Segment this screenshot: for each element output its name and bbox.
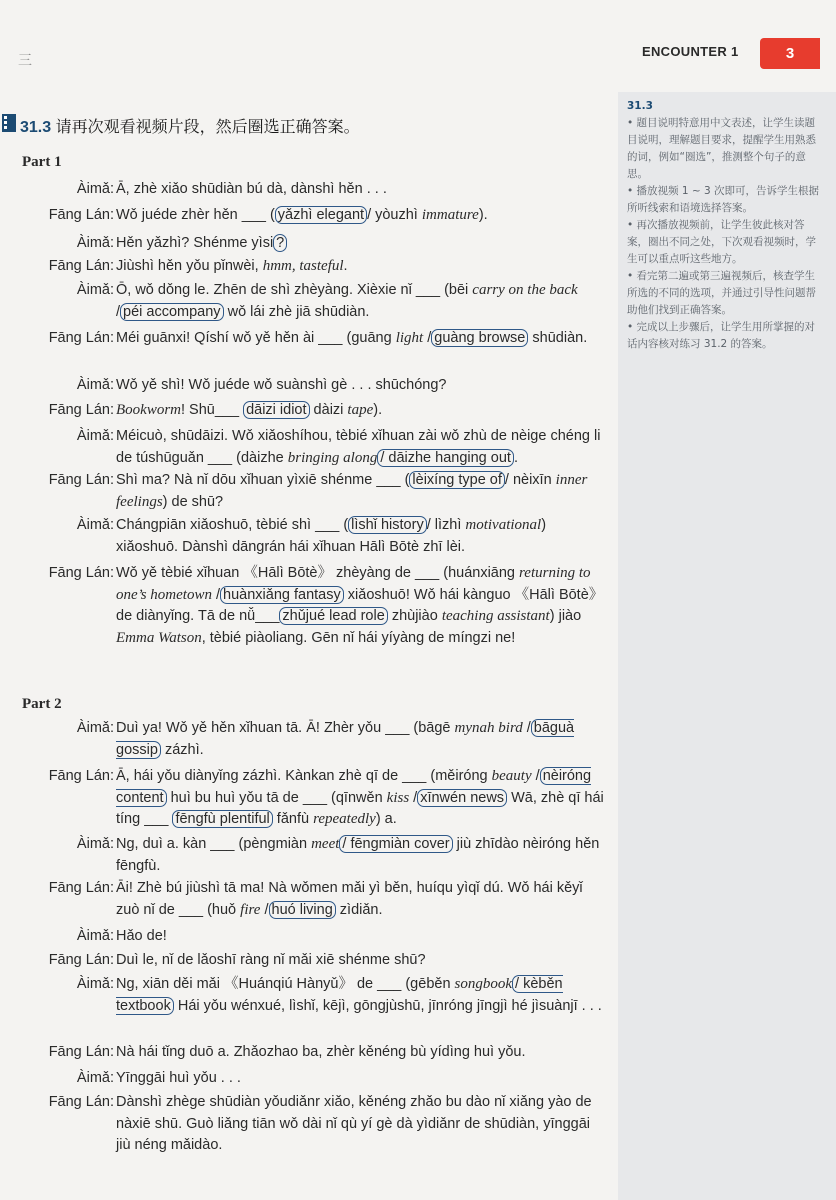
text-segment: / <box>409 789 418 806</box>
instruction-text: 请再次观看视频片段，然后圈选正确答案。 <box>55 119 360 136</box>
speaker-label: Fāng Lán: <box>48 768 114 784</box>
circled-answer: / dāizhe hanging out <box>377 449 514 467</box>
part-1-heading: Part 1 <box>22 154 62 170</box>
note-item: • 看完第二遍或第三遍视频后，核查学生所选的不同的选项，并通过引导性问题帮助他们找到正确答案。 <box>627 270 816 316</box>
speaker-label: Àimǎ: <box>76 928 114 944</box>
speaker-label: Àimǎ: <box>76 517 114 533</box>
dialogue-text <box>116 834 604 877</box>
circled-answer: guàng browse <box>431 329 528 347</box>
english-gloss: meet <box>311 836 340 852</box>
english-gloss: fire <box>240 901 261 918</box>
speaker-label: Àimǎ: <box>76 720 114 736</box>
text-segment: / yòuzhì <box>367 207 422 223</box>
text-segment: / <box>531 768 540 784</box>
circled-answer: huó living <box>269 901 336 919</box>
text-segment: Ng, xiān děi mǎi 《Huánqiú Hànyǔ》 de ___ (gēběn <box>116 976 455 992</box>
dialogue-text <box>116 375 604 397</box>
exercise-number: 31.3 <box>20 119 52 136</box>
teacher-notes <box>627 98 825 353</box>
speaker-label: Àimǎ: <box>76 377 114 393</box>
dialogue-text <box>116 280 604 323</box>
english-gloss: songbook <box>454 976 513 992</box>
english-gloss: bringing along <box>287 449 378 466</box>
english-gloss: kiss <box>386 789 410 806</box>
text-segment: Āi! Zhè bú jiùshì tā ma! Nà wǒmen mǎi yì běn, huíqu yìqǐ dú. Wǒ hái kěyǐ zuò nǐ de ___ (huǒ <box>116 880 583 918</box>
text-segment: ) de shū? <box>162 493 224 510</box>
text-segment: Ng, duì a. kàn ___ (pèngmiàn <box>116 836 312 852</box>
dialogue-text <box>116 205 604 227</box>
speaker-label: Àimǎ: <box>76 282 114 298</box>
text-segment: jiù zhīdào nèiróng hěn fēngfù. <box>116 836 600 874</box>
text-segment: fǎnfù <box>272 811 314 827</box>
circled-answer: huànxiǎng fantasy <box>220 586 344 604</box>
dialogue-text <box>116 974 604 1017</box>
speaker-label: Fāng Lán: <box>48 472 114 488</box>
exercise-instruction <box>20 114 360 137</box>
speaker-label: Àimǎ: <box>76 181 114 197</box>
dialogue-text <box>116 1068 604 1090</box>
dialogue-text <box>116 766 604 831</box>
text-segment: zìdiǎn. <box>335 901 383 918</box>
text-segment: Hái yǒu wénxué, lìshǐ, kējì, gōngjùshū, jīnróng jīngjì hé jìsuànjī . . . <box>173 997 602 1014</box>
text-segment: huì bu huì yǒu tā de ___ (qīnwěn <box>166 789 387 806</box>
text-segment: Hěn yǎzhì? Shénme yìsi <box>116 235 274 251</box>
circled-answer: bāguà gossip <box>116 720 575 758</box>
dialogue-text <box>116 878 604 921</box>
text-segment: Jiùshì hěn yǒu pǐnwèi, <box>116 258 263 274</box>
circled-answer: zhǔjué lead role <box>279 607 387 625</box>
part-2-heading: Part 2 <box>22 696 62 712</box>
dialogue-text <box>116 179 604 201</box>
note-item: • 完成以上步骤后，让学生用所掌握的对话内容核对练习 31.2 的答案。 <box>627 321 816 350</box>
english-gloss: motivational <box>465 517 542 533</box>
text-segment: ). <box>373 402 383 418</box>
text-segment: Wǒ yě shì! Wǒ juéde wǒ suànshì gè . . . shūchóng? <box>116 377 447 393</box>
circled-answer: / kèběn textbook <box>116 976 563 1014</box>
circled-answer: fēngfù plentiful <box>172 810 272 828</box>
text-segment: Shì ma? Nà nǐ dōu xǐhuan yìxiē shénme ___ ( <box>116 472 410 488</box>
speaker-label: Fāng Lán: <box>48 880 114 896</box>
text-segment: . <box>343 258 348 274</box>
note-item: • 再次播放视频前，让学生彼此核对答案，圈出不同之处，下次观看视频时，学生可以重点听这些地方。 <box>627 219 816 265</box>
speaker-label: Àimǎ: <box>76 1070 114 1086</box>
page-mark: 三 <box>18 53 32 69</box>
text-segment: dàizi <box>309 402 348 418</box>
text-segment: zhùjiào <box>387 608 442 624</box>
english-gloss: Bookworm <box>116 402 181 418</box>
text-segment: shūdiàn. <box>528 330 588 346</box>
circled-answer: / fēngmiàn cover <box>339 835 452 853</box>
note-item: • 题目说明特意用中文表述，让学生读题目说明，理解题目要求，提醒学生用熟悉的词，例如“圈选”，推测整个句子的意思。 <box>627 117 816 180</box>
english-gloss: carry on the back <box>472 282 578 298</box>
text-segment: Ā, zhè xiǎo shūdiàn bú dà, dànshì hěn . . . <box>116 181 387 197</box>
text-segment: Ō, wǒ dǒng le. Zhēn de shì zhèyàng. Xièxie nǐ ___ (bēi <box>116 282 473 298</box>
video-clip-icon <box>2 112 18 134</box>
note-item: • 播放视频 1 ~ 3 次即可，告诉学生根据所听线索和语境选择答案。 <box>627 185 820 214</box>
dialogue-text <box>116 926 604 948</box>
dialogue-text <box>116 256 604 278</box>
text-segment: / <box>211 586 221 603</box>
speaker-label: Fāng Lán: <box>48 402 114 418</box>
text-segment: xiǎoshuō! Wǒ hái kànguo 《Hālì Bōtè》 de diànyǐng. Tā de nǚ___ <box>116 586 604 624</box>
chapter-number-tab: 3 <box>760 38 820 69</box>
text-segment: , tèbié piàoliang. Gēn nǐ hái yíyàng de míngzi ne! <box>201 629 516 646</box>
text-segment: / <box>260 901 269 918</box>
english-gloss: tape <box>347 402 374 418</box>
circled-answer: ? <box>273 234 287 252</box>
speaker-label: Àimǎ: <box>76 976 114 992</box>
text-segment: Hǎo de! <box>116 928 167 944</box>
english-gloss: Emma Watson <box>116 629 202 646</box>
text-segment: Wǒ yě tèbié xǐhuan 《Hālì Bōtè》 zhèyàng de ___ (huánxiāng <box>116 565 520 581</box>
english-gloss: teaching assistant <box>441 608 550 624</box>
dialogue-text <box>116 400 604 422</box>
text-segment: . <box>513 449 518 466</box>
dialogue-text <box>116 328 604 350</box>
speaker-label: Fāng Lán: <box>48 952 114 968</box>
text-segment: Méicuò, shūdāizi. Wǒ xiǎoshíhou, tèbié xǐhuan zài wǒ zhù de nèige chéng li de túshūguǎn ___ (dàizhe <box>116 428 601 466</box>
speaker-label: Àimǎ: <box>76 428 114 444</box>
text-segment: Dànshì zhège shūdiàn yǒudiǎnr xiǎo, kěnéng zhǎo bu dào nǐ xiǎng yào de nàxiē shū. Guò liǎng tiān wǒ dài nǐ qù yí gè dà yìdiǎnr de shūdiàn, yīnggāi jiù néng mǎidào. <box>116 1094 592 1153</box>
english-gloss: light <box>395 330 424 346</box>
speaker-label: Fāng Lán: <box>48 330 114 346</box>
dialogue-text <box>116 515 604 558</box>
english-gloss: immature <box>421 207 479 223</box>
dialogue-text <box>116 718 604 761</box>
speaker-label: Àimǎ: <box>76 235 114 251</box>
circled-answer: lìshǐ history <box>348 516 427 534</box>
circled-answer: péi accompany <box>120 303 224 321</box>
speaker-label: Fāng Lán: <box>48 1044 114 1060</box>
circled-answer: yǎzhì elegant <box>275 206 367 224</box>
text-segment: Ā, hái yǒu diànyǐng zázhì. Kànkan zhè qī de ___ (měiróng <box>116 768 492 784</box>
english-gloss: beauty <box>491 768 532 784</box>
speaker-label: Àimǎ: <box>76 836 114 852</box>
circled-answer: lèixíng type of <box>409 471 504 489</box>
english-gloss: hmm, tasteful <box>262 258 344 274</box>
text-segment: / lìzhì <box>426 517 466 533</box>
dialogue-text <box>116 426 604 469</box>
speaker-label: Fāng Lán: <box>48 565 114 581</box>
text-segment: Nà hái tǐng duō a. Zhǎozhao ba, zhèr kěnéng bù yídìng huì yǒu. <box>116 1044 526 1060</box>
english-gloss: inner feelings <box>116 472 588 510</box>
text-segment: ) jiào <box>549 608 582 624</box>
text-segment: zázhì. <box>160 741 204 758</box>
dialogue-text <box>116 950 604 972</box>
english-gloss: mynah bird <box>454 720 523 736</box>
text-segment: Méi guānxi! Qíshí wǒ yě hěn ài ___ (guāng <box>116 330 396 346</box>
text-segment: / <box>423 330 432 346</box>
text-segment: wǒ lái zhè jiā shūdiàn. <box>223 303 370 320</box>
text-segment: ). <box>478 207 488 223</box>
text-segment: Yīnggāi huì yǒu . . . <box>116 1070 241 1086</box>
text-segment: ) a. <box>375 811 397 827</box>
text-segment: Wā, zhè qī hái tíng ___ <box>116 789 604 827</box>
dialogue-text <box>116 233 604 255</box>
circled-answer: dāizi idiot <box>243 401 309 419</box>
text-segment: Duì le, nǐ de lǎoshī ràng nǐ mǎi xiē shénme shū? <box>116 952 426 968</box>
notes-number: 31.3 <box>627 100 653 112</box>
text-segment: / <box>522 720 531 736</box>
english-gloss: repeatedly <box>313 811 376 827</box>
text-segment: ) xiǎoshuō. Dànshì dāngrán hái xǐhuan Hālì Bōtè zhī lèi. <box>116 517 547 555</box>
dialogue-text <box>116 1042 604 1064</box>
circled-answer: xīnwén news <box>417 789 507 807</box>
speaker-label: Fāng Lán: <box>48 258 114 274</box>
text-segment: / <box>116 303 121 320</box>
dialogue-text <box>116 470 604 513</box>
speaker-label: Fāng Lán: <box>48 1094 114 1110</box>
english-gloss: returning to one’s hometown <box>116 565 591 603</box>
dialogue-text <box>116 1092 604 1157</box>
text-segment: Wǒ juéde zhèr hěn ___ ( <box>116 207 275 223</box>
speaker-label: Fāng Lán: <box>48 207 114 223</box>
text-segment: Chángpiān xiǎoshuō, tèbié shì ___ ( <box>116 517 349 533</box>
circled-answer: nèiróng content <box>116 768 592 806</box>
dialogue-text <box>116 563 604 649</box>
text-segment: Duì ya! Wǒ yě hěn xǐhuan tā. Ā! Zhèr yǒu ___ (bāgē <box>116 720 455 736</box>
text-segment: / nèixīn <box>504 472 556 488</box>
chapter-title: ENCOUNTER 1 <box>642 44 739 59</box>
text-segment: ! Shū___ <box>181 402 244 418</box>
